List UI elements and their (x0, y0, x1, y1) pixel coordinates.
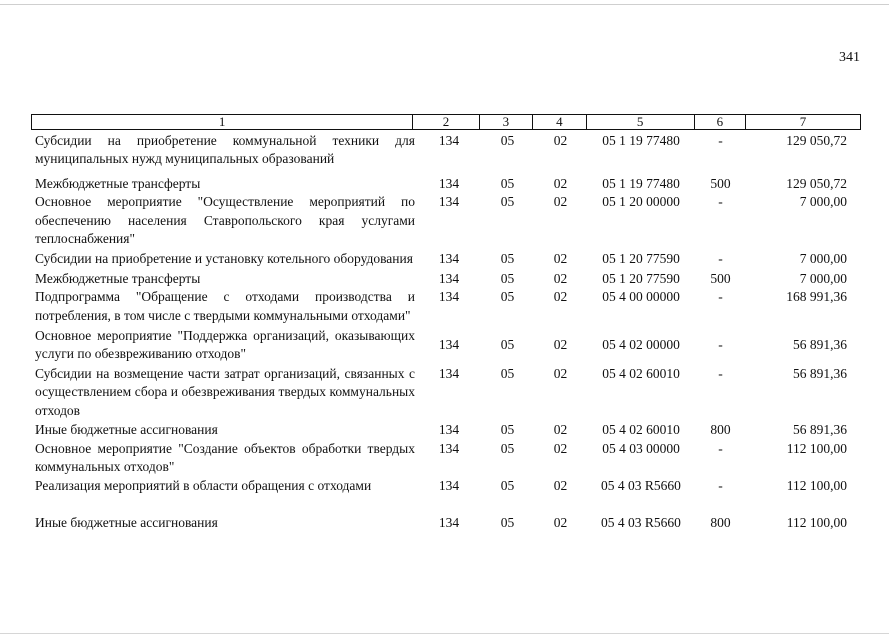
table-row (31, 365, 861, 420)
scan-edge-top (0, 4, 889, 5)
row-col-3: 05 (500, 440, 515, 456)
scan-edge-bottom (0, 633, 889, 634)
row-col-6: 500 (710, 175, 731, 191)
row-name: Реализация мероприятий в области обращения с отходами (35, 478, 372, 494)
row-col-3: 05 (500, 478, 515, 494)
row-col-2: 134 (438, 133, 460, 148)
row-col-3: 05 (500, 422, 515, 438)
row-name: Межбюджетные трансферты (35, 175, 201, 191)
row-col-4: 02 (553, 133, 568, 148)
row-col-3: 05 (500, 514, 515, 530)
row-col-2: 134 (438, 440, 460, 456)
row-col-5: 05 4 02 00000 (602, 337, 680, 353)
table-row (31, 440, 861, 477)
row-col-4: 02 (553, 440, 568, 456)
row-col-5: 05 4 03 00000 (602, 440, 680, 456)
row-col-6: - (718, 440, 723, 456)
row-col-6: - (718, 337, 723, 353)
row-col-5: 05 4 00 00000 (602, 289, 680, 305)
row-name: Субсидии на приобретение коммунальной техники для муниципальных нужд муниципальных образований (35, 133, 415, 167)
row-col-6: - (718, 194, 723, 210)
row-col-3: 05 (500, 365, 515, 381)
row-col-7: 56 891,36 (793, 337, 847, 353)
row-col-5: 05 4 03 R5660 (601, 514, 681, 530)
row-col-6: - (718, 133, 723, 148)
row-name: Субсидии на приобретение и установку котельного оборудования (35, 251, 413, 267)
row-col-5: 05 1 19 77480 (602, 133, 680, 148)
row-col-4: 02 (553, 422, 568, 438)
row-col-3: 05 (500, 270, 515, 286)
row-col-2: 134 (438, 251, 460, 267)
row-name: Субсидии на возмещение части затрат организаций, связанных с осуществлением сбора и обезвреживания твердых коммунальных отходов (35, 365, 415, 418)
row-col-6: - (718, 251, 723, 267)
table-row (31, 327, 861, 364)
row-col-7: 56 891,36 (793, 365, 847, 381)
row-col-4: 02 (553, 514, 568, 530)
row-col-5: 05 4 02 60010 (602, 365, 680, 381)
header-col-7: 7 (745, 115, 860, 129)
row-col-2: 134 (438, 365, 460, 381)
row-col-7: 129 050,72 (786, 133, 847, 148)
row-name: Основное мероприятие "Поддержка организаций, оказывающих услуги по обезвреживанию отходов" (35, 328, 415, 362)
row-name: Межбюджетные трансферты (35, 270, 201, 286)
row-col-2: 134 (438, 194, 460, 210)
row-col-7: 56 891,36 (793, 422, 847, 438)
row-col-6: - (718, 365, 723, 381)
row-col-7: 129 050,72 (786, 175, 847, 191)
row-col-5: 05 1 20 77590 (602, 270, 680, 286)
header-col-2: 2 (412, 115, 478, 129)
row-col-3: 05 (500, 133, 515, 148)
table-row (31, 288, 861, 325)
row-col-5: 05 1 19 77480 (602, 175, 680, 191)
table-row (31, 175, 861, 193)
table-row (31, 250, 861, 268)
row-col-7: 168 991,36 (786, 289, 847, 305)
row-col-5: 05 4 03 R5660 (601, 478, 681, 494)
header-col-5: 5 (586, 115, 694, 129)
row-col-2: 134 (438, 289, 460, 305)
table-row (31, 514, 861, 532)
row-col-4: 02 (553, 365, 568, 381)
row-col-6: - (718, 478, 723, 494)
row-col-5: 05 4 02 60010 (602, 422, 680, 438)
row-col-6: 800 (710, 514, 731, 530)
table-row (31, 193, 861, 248)
table-header (31, 114, 861, 130)
row-col-3: 05 (500, 194, 515, 210)
row-col-2: 134 (438, 514, 460, 530)
row-col-3: 05 (500, 175, 515, 191)
row-col-6: 500 (710, 270, 731, 286)
row-col-3: 05 (500, 337, 515, 353)
row-name: Иные бюджетные ассигнования (35, 514, 218, 530)
table-row (31, 421, 861, 439)
row-col-4: 02 (553, 478, 568, 494)
row-col-2: 134 (438, 478, 460, 494)
row-col-6: - (718, 289, 723, 305)
header-col-1: 1 (218, 114, 226, 129)
row-col-4: 02 (553, 175, 568, 191)
row-col-7: 112 100,00 (786, 514, 847, 530)
row-col-7: 7 000,00 (799, 270, 847, 286)
row-name: Подпрограмма "Обращение с отходами производства и потребления, в том числе с твердыми коммунальными отходами" (35, 289, 415, 323)
page-number: 341 (839, 50, 860, 65)
row-col-3: 05 (500, 251, 515, 267)
row-col-4: 02 (553, 194, 568, 210)
row-name: Основное мероприятие "Осуществление мероприятий по обеспечению населения Ставропольского края услугами теплоснабжения" (35, 194, 415, 247)
row-col-2: 134 (438, 175, 460, 191)
row-col-2: 134 (438, 337, 460, 353)
row-col-2: 134 (438, 422, 460, 438)
row-col-7: 7 000,00 (799, 251, 847, 267)
header-col-3: 3 (479, 115, 532, 129)
table-body (31, 130, 861, 532)
row-col-5: 05 1 20 77590 (602, 251, 680, 267)
row-name: Основное мероприятие "Создание объектов обработки твердых коммунальных отходов" (35, 440, 415, 474)
row-col-2: 134 (438, 270, 460, 286)
row-col-4: 02 (553, 270, 568, 286)
table-row (31, 477, 861, 495)
row-col-7: 112 100,00 (786, 478, 847, 494)
row-col-7: 7 000,00 (799, 194, 847, 210)
row-col-7: 112 100,00 (786, 440, 847, 456)
header-col-4: 4 (532, 115, 585, 129)
row-col-4: 02 (553, 251, 568, 267)
table-row (31, 270, 861, 288)
header-col-6: 6 (694, 115, 746, 129)
row-col-3: 05 (500, 289, 515, 305)
row-col-5: 05 1 20 00000 (602, 194, 680, 210)
row-col-4: 02 (553, 289, 568, 305)
row-col-4: 02 (553, 337, 568, 353)
table-row (31, 132, 861, 169)
row-name: Иные бюджетные ассигнования (35, 422, 218, 438)
row-col-6: 800 (710, 422, 731, 438)
